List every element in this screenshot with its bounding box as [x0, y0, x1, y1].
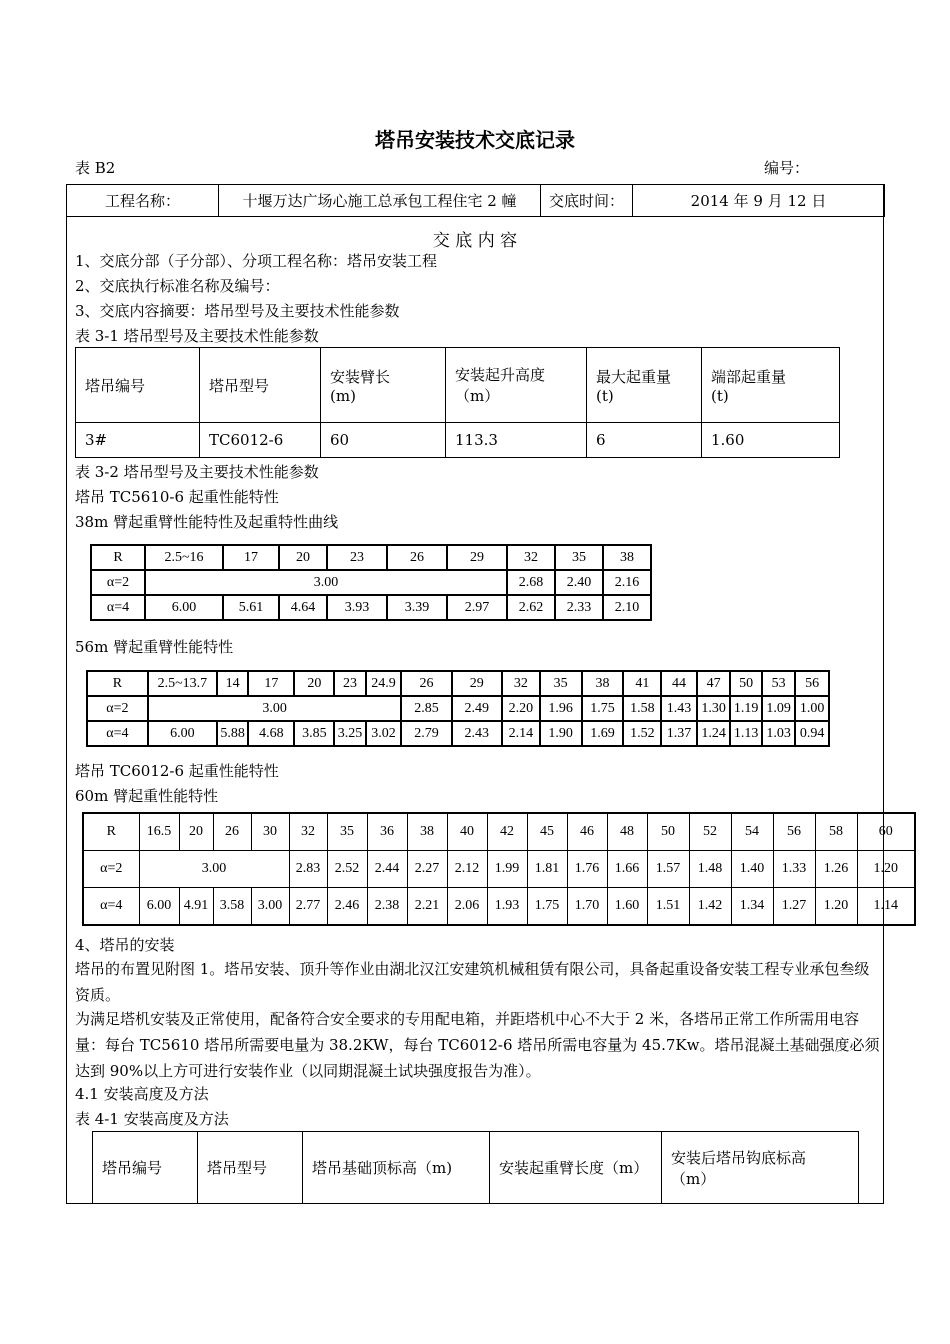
cell: 2.38: [367, 888, 407, 926]
cell: 17: [248, 671, 294, 696]
cell: 35: [555, 545, 603, 570]
th-crane-no: 塔吊编号: [93, 1132, 198, 1204]
cell: 54: [731, 813, 773, 851]
cell: 29: [447, 545, 507, 570]
th-foundation-elevation: 塔吊基础顶标高（m): [303, 1132, 490, 1204]
cell: 1.60: [702, 423, 840, 458]
capacity-table-38m: [90, 544, 652, 621]
cell: 113.3: [446, 423, 587, 458]
cell: 3.85: [294, 721, 334, 746]
cell: 1.19: [730, 696, 761, 721]
cell: R: [91, 545, 145, 570]
section-4-1-heading: 4.1 安装高度及方法: [75, 1085, 209, 1103]
cell: 6.00: [139, 888, 179, 926]
cell: 2.85: [401, 696, 451, 721]
cell: 1.51: [647, 888, 689, 926]
date-value: 2014 年 9 月 12 日: [633, 185, 885, 217]
cell: 36: [367, 813, 407, 851]
cell: 38: [603, 545, 651, 570]
cell: 20: [294, 671, 334, 696]
paragraph-layout: 塔吊的布置见附图 1。塔吊安装、顶升等作业由湖北汉江安建筑机械租赁有限公司，具备起重设备安装工程专业承包叁级资质。: [75, 960, 870, 1004]
paragraph-power: 为满足塔机安装及正常使用，配备符合安全要求的专用配电箱，并距塔机中心不大于 2 米，各塔吊正常工作所需用电容量：每台 TC5610 塔吊所需要电量为 38.2KW，每台 TC6012-6 塔吊所需电容量为 45.7Kw。塔吊混凝土基础强度必须达到 90%以上方可进行安装作业（以同期混凝土试块强度报告为准）。: [75, 1010, 880, 1080]
section-4-heading: 4、塔吊的安装: [75, 936, 175, 954]
cell: 14: [217, 671, 248, 696]
cell: 1.66: [607, 851, 647, 888]
cell: 1.69: [582, 721, 624, 746]
cell: 1.93: [487, 888, 527, 926]
cell: 32: [507, 545, 555, 570]
cell: 3.25: [334, 721, 365, 746]
cell: 41: [623, 671, 661, 696]
cell: 2.12: [447, 851, 487, 888]
number-label: 编号：: [764, 159, 810, 177]
cell: 46: [567, 813, 607, 851]
cell: 3.02: [366, 721, 402, 746]
item-1: 1、交底分部（子分部）、分项工程名称：塔吊安装工程: [75, 252, 438, 270]
cell: 2.20: [502, 696, 540, 721]
capacity-table-60m: [82, 812, 916, 926]
th-crane-model: 塔吊型号: [198, 1132, 303, 1204]
cell: α=2: [83, 851, 139, 888]
cell: 3.00: [251, 888, 289, 926]
th-lift-height: 安装起升高度 （m）: [446, 348, 587, 423]
cell: 1.96: [540, 696, 582, 721]
cell: 2.27: [407, 851, 447, 888]
cell: 1.27: [773, 888, 815, 926]
cell: 2.14: [502, 721, 540, 746]
cell: α=4: [83, 888, 139, 926]
cell: 3.39: [387, 595, 447, 620]
cell: 56: [773, 813, 815, 851]
cell: 2.79: [401, 721, 451, 746]
th-arm-length: 安装臂长 (m): [321, 348, 446, 423]
cell: 6: [587, 423, 702, 458]
cell: 1.48: [689, 851, 731, 888]
cell: 24.9: [366, 671, 402, 696]
cell: 2.5~16: [145, 545, 223, 570]
cell: 1.99: [487, 851, 527, 888]
cell: 53: [762, 671, 796, 696]
table-4-1: [92, 1131, 859, 1204]
cell: 1.00: [795, 696, 829, 721]
cell: 17: [223, 545, 279, 570]
cell: 1.81: [527, 851, 567, 888]
cell: 2.62: [507, 595, 555, 620]
project-value: 十堰万达广场心施工总承包工程住宅 2 幢: [219, 185, 541, 217]
cell: 1.70: [567, 888, 607, 926]
cell: 26: [401, 671, 451, 696]
cell: 1.20: [815, 888, 857, 926]
cell: 2.40: [555, 570, 603, 595]
cell: α=2: [91, 570, 145, 595]
cell: 2.21: [407, 888, 447, 926]
table-3-1-caption: 表 3-1 塔吊型号及主要技术性能参数: [75, 327, 319, 345]
cell: α=4: [91, 595, 145, 620]
cell: 45: [527, 813, 567, 851]
cell: 1.42: [689, 888, 731, 926]
header-table: [66, 184, 885, 217]
cell: 32: [502, 671, 540, 696]
cell: 2.5~13.7: [148, 671, 217, 696]
cell: 2.46: [327, 888, 367, 926]
cell: 1.14: [857, 888, 915, 926]
th-max-load: 最大起重量 (t): [587, 348, 702, 423]
project-label: 工程名称：: [67, 185, 219, 217]
cell: 2.16: [603, 570, 651, 595]
cell: 3.58: [213, 888, 251, 926]
cell: 1.24: [697, 721, 731, 746]
cell: 20: [279, 545, 327, 570]
cell: 2.68: [507, 570, 555, 595]
cell: 5.61: [223, 595, 279, 620]
cell: 1.34: [731, 888, 773, 926]
cell: 1.30: [697, 696, 731, 721]
date-label: 交底时间：: [541, 185, 633, 217]
cell: 38: [407, 813, 447, 851]
cell: 3.93: [327, 595, 387, 620]
cell: 3#: [76, 423, 200, 458]
cell: α=2: [87, 696, 148, 721]
cell: 16.5: [139, 813, 179, 851]
cell: 60: [321, 423, 446, 458]
th-arm-length: 安装起重臂长度（m）: [490, 1132, 662, 1204]
cell: 2.97: [447, 595, 507, 620]
form-code: 表 B2: [75, 159, 116, 177]
cell: 1.37: [661, 721, 697, 746]
th-crane-model: 塔吊型号: [200, 348, 321, 423]
cell: 38: [582, 671, 624, 696]
cell: 35: [327, 813, 367, 851]
th-tip-load: 端部起重量 (t): [702, 348, 840, 423]
cell: 4.68: [248, 721, 294, 746]
th-hook-elevation: 安装后塔吊钩底标高 （m）: [662, 1132, 859, 1204]
cell: 2.77: [289, 888, 327, 926]
cell: 44: [661, 671, 697, 696]
cell: α=4: [87, 721, 148, 746]
cell: 30: [251, 813, 289, 851]
cell: 56: [795, 671, 829, 696]
cell: 2.44: [367, 851, 407, 888]
document-title: 塔吊安装技术交底记录: [375, 128, 575, 152]
cell: 35: [540, 671, 582, 696]
cell: 4.64: [279, 595, 327, 620]
cell: 23: [327, 545, 387, 570]
cell: 2.52: [327, 851, 367, 888]
cell: 4.91: [179, 888, 213, 926]
content-heading: 交 底 内 容: [432, 231, 518, 251]
cell: 2.10: [603, 595, 651, 620]
cell: 1.57: [647, 851, 689, 888]
cell: 1.52: [623, 721, 661, 746]
cell: 1.09: [762, 696, 796, 721]
cell: 3.00: [145, 570, 507, 595]
cell: 60: [857, 813, 915, 851]
cell: 6.00: [148, 721, 217, 746]
cell: 2.49: [452, 696, 502, 721]
cell: R: [87, 671, 148, 696]
arm-38-caption: 38m 臂起重臂性能特性及起重特性曲线: [75, 513, 339, 531]
cell: 1.03: [762, 721, 796, 746]
cell: 47: [697, 671, 731, 696]
cell: 58: [815, 813, 857, 851]
table-3-1: [75, 347, 840, 458]
cell: 1.90: [540, 721, 582, 746]
capacity-table-56m: [86, 670, 830, 747]
cell: 3.00: [139, 851, 289, 888]
cell: 32: [289, 813, 327, 851]
cell: 50: [730, 671, 761, 696]
cell: 1.75: [527, 888, 567, 926]
cell: 1.75: [582, 696, 624, 721]
th-crane-no: 塔吊编号: [76, 348, 200, 423]
cell: 1.60: [607, 888, 647, 926]
cell: 1.40: [731, 851, 773, 888]
cell: 40: [447, 813, 487, 851]
cell: R: [83, 813, 139, 851]
cell: 6.00: [145, 595, 223, 620]
arm-60-caption: 60m 臂起重性能特性: [75, 787, 219, 805]
cell: 3.00: [148, 696, 402, 721]
cell: 2.43: [452, 721, 502, 746]
cell: 52: [689, 813, 731, 851]
table-4-1-caption: 表 4-1 安装高度及方法: [75, 1110, 229, 1128]
cell: 26: [213, 813, 251, 851]
cell: 23: [334, 671, 365, 696]
cell: 5.88: [217, 721, 248, 746]
cell: 20: [179, 813, 213, 851]
cell: 48: [607, 813, 647, 851]
item-3: 3、交底内容摘要：塔吊型号及主要技术性能参数: [75, 302, 400, 320]
cell: 50: [647, 813, 689, 851]
cell: 1.13: [730, 721, 761, 746]
item-2: 2、交底执行标准名称及编号：: [75, 277, 280, 295]
cell: 1.33: [773, 851, 815, 888]
cell: 0.94: [795, 721, 829, 746]
tc5610-caption: 塔吊 TC5610-6 起重性能特性: [75, 488, 279, 506]
cell: 42: [487, 813, 527, 851]
cell: 2.33: [555, 595, 603, 620]
arm-56-caption: 56m 臂起重臂性能特性: [75, 638, 234, 656]
cell: 26: [387, 545, 447, 570]
table-3-2-caption: 表 3-2 塔吊型号及主要技术性能参数: [75, 463, 319, 481]
tc6012-caption: 塔吊 TC6012-6 起重性能特性: [75, 762, 279, 780]
cell: TC6012-6: [200, 423, 321, 458]
cell: 1.20: [857, 851, 915, 888]
cell: 1.76: [567, 851, 607, 888]
cell: 1.26: [815, 851, 857, 888]
cell: 2.83: [289, 851, 327, 888]
cell: 2.06: [447, 888, 487, 926]
cell: 1.43: [661, 696, 697, 721]
cell: 1.58: [623, 696, 661, 721]
cell: 29: [452, 671, 502, 696]
